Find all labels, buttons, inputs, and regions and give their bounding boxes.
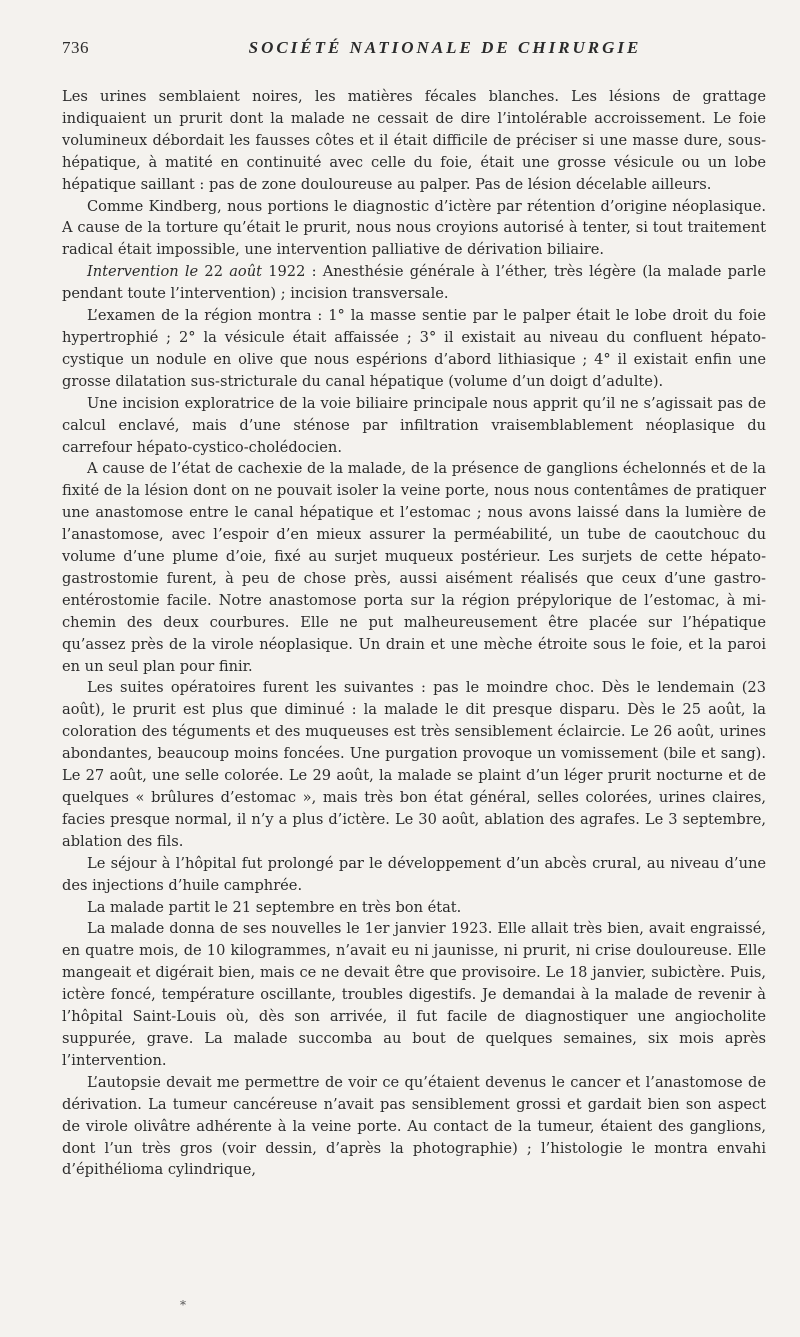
- page-header: [62, 38, 762, 62]
- paragraph: Comme Kindberg, nous portions le diagnostic d’ictère par rétention d’origine néoplasique. A cause de la torture qu’était le prurit, nous nous croyions autorisé à tenter, si tout traitement radical était impossible, une intervention palliative de dérivation biliaire.: [62, 197, 766, 259]
- footer-mark: *: [180, 1298, 186, 1312]
- page-number: 736: [62, 38, 89, 57]
- body-text: [62, 86, 766, 1181]
- paragraph: L’autopsie devait me permettre de voir ce qu’étaient devenus le cancer et l’anastomose de dérivation. La tumeur cancéreuse n’avait pas sensiblement grossi et gardait bien son aspect de virole olivâtre adhérente à la veine porte. Au contact de la tumeur, étaient des ganglions, dont l’un très gros (voir dessin, d’après la photographie) ; l’histologie le montra envahi d’épithélioma cylindrique,: [62, 1073, 766, 1179]
- intervention-month: août: [229, 263, 262, 281]
- paragraph: La malade partit le 21 septembre en très bon état.: [87, 898, 462, 916]
- paragraph: A cause de l’état de cachexie de la malade, de la présence de ganglions échelonnés et de la fixité de la lésion dont on ne pouvait isoler la veine porte, nous nous contentâmes de pratiquer une anastomose entre le canal hépatique et l’estomac ; nous avons laissé dans la lumière de l’anastomose, avec l’espoir d’en mieux assurer la perméabilité, un tube de caoutchouc du volume d’une plume d’oie, fixé au surjet muqueux postérieur. Les surjets de cette hépato-gastrostomie furent, à peu de chose près, aussi aisément réalisés que ceux d’une gastro-entérostomie facile. Notre anastomose porta sur la région prépylorique de l’estomac, à mi-chemin des deux courbures. Elle ne put malheureusement être placée sur l’hépatique qu’assez près de la virole néoplasique. Un drain et une mèche étroite sous le foie, et la paroi en un seul plan pour finir.: [62, 460, 766, 675]
- paragraph-intervention: [62, 261, 766, 305]
- running-title: SOCIÉTÉ NATIONALE DE CHIRURGIE: [248, 38, 642, 57]
- paragraph: La malade donna de ses nouvelles le 1er janvier 1923. Elle allait très bien, avait engraissé, en quatre mois, de 10 kilogrammes, n’avait eu ni jaunisse, ni prurit, ni crise douloureuse. Elle mangeait et digérait bien, mais ce ne devait être que provisoire. Le 18 janvier, subictère. Puis, ictère foncé, température oscillante, troubles digestifs. Je demandai à la malade de revenir à l’hôpital Saint-Louis où, dès son arrivée, il fut facile de diagnostiquer une angiocholite suppurée, grave. La malade succomba au bout de quelques semaines, six mois après l’intervention.: [62, 920, 766, 1069]
- paragraph: L’examen de la région montra : 1° la masse sentie par le palper était le lobe droit du foie hypertrophié ; 2° la vésicule était affaissée ; 3° il existait au niveau du confluent hépato-cystique un nodule en olive que nous espérions d’abord lithiasique ; 4° il existait enfin une grosse dilatation sus-stricturale du canal hépatique (volume d’un doigt d’adulte).: [62, 307, 766, 390]
- paragraph: Les urines semblaient noires, les matières fécales blanches. Les lésions de grattage indiquaient un prurit dont la malade ne cessait de dire l’intolérable accroissement. Le foie volumineux débordait les fausses côtes et il était difficile de préciser si une masse dure, sous-hépatique, à matité en continuité avec celle du foie, était une grosse vésicule ou un lobe hépatique saillant : pas de zone douloureuse au palper. Pas de lésion décelable ailleurs.: [62, 88, 766, 193]
- intervention-lead: Intervention le: [87, 263, 199, 281]
- intervention-text: 1922 : Anesthésie générale à l’éther, très légère (la malade parle pendant toute l’intervention) ; incision transversale.: [62, 263, 766, 303]
- intervention-day: 22: [204, 263, 223, 281]
- paragraph: Le séjour à l’hôpital fut prolongé par le développement d’un abcès crural, au niveau d’une des injections d’huile camphrée.: [62, 854, 766, 894]
- paragraph: Les suites opératoires furent les suivantes : pas le moindre choc. Dès le lendemain (23 août), le prurit est plus que diminué : la malade le dit presque disparu. Dès le 25 août, la coloration des téguments et des muqueuses est très sensiblement éclaircie. Le 26 août, urines abondantes, beaucoup moins foncées. Une purgation provoque un vomissement (bile et sang). Le 27 août, une selle colorée. Le 29 août, la malade se plaint d’un léger prurit nocturne et de quelques « brûlures d’estomac », mais très bon état général, selles colorées, urines claires, facies presque normal, il n’y a plus d’ictère. Le 30 août, ablation des agrafes. Le 3 septembre, ablation des fils.: [62, 679, 766, 850]
- paragraph: Une incision exploratrice de la voie biliaire principale nous apprit qu’il ne s’agissait pas de calcul enclavé, mais d’une sténose par infiltration vraisemblablement néoplasique du carrefour hépato-cystico-cholédocien.: [62, 394, 766, 456]
